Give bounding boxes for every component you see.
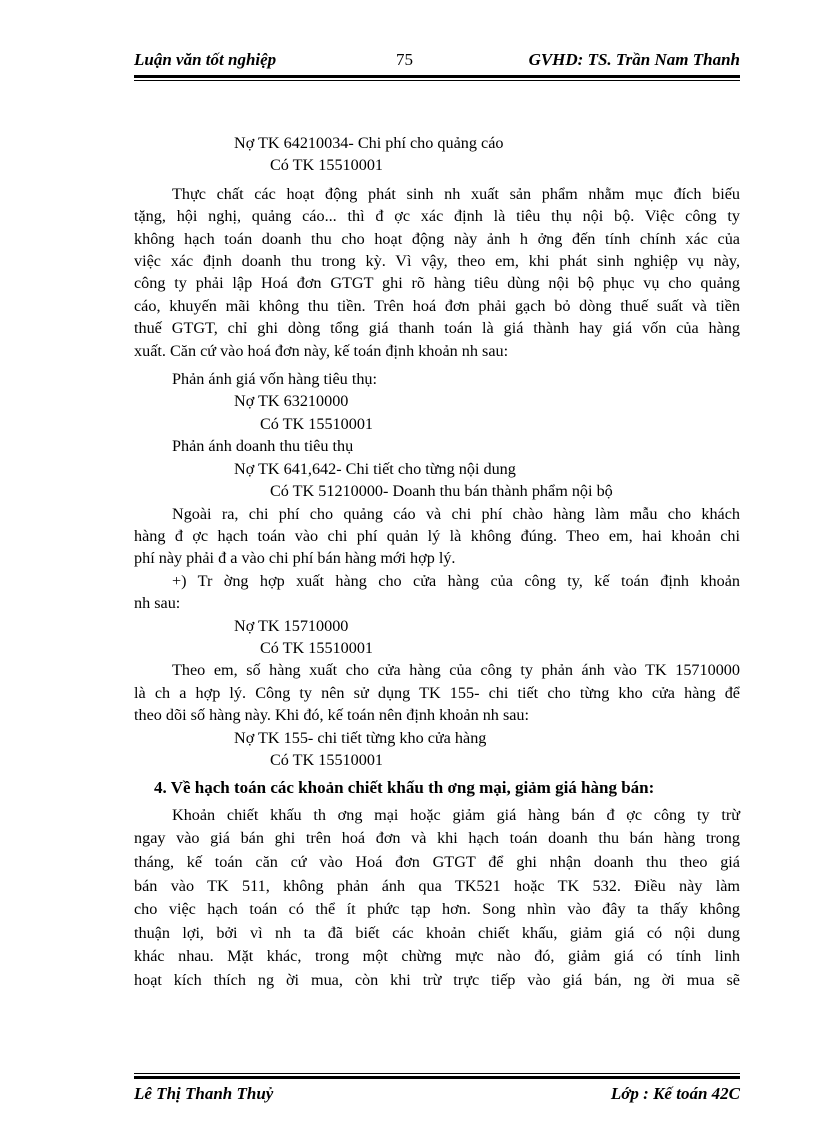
entry-2-debit: Nợ TK 63210000 bbox=[234, 392, 349, 411]
paragraph-line: Khoản chiết khấu th ơng mại hoặc giảm giá hàng bán đ ợc công ty trừ bbox=[172, 805, 740, 824]
paragraph-line: cho việc hạch toán có thể ít phức tạp hơn. Song nhìn vào đây ta thấy không bbox=[134, 900, 740, 919]
paragraph-line: +) Tr ờng hợp xuất hàng cho cửa hàng của công ty, kế toán định khoản bbox=[172, 571, 740, 590]
footer-author: Lê Thị Thanh Thuỷ bbox=[134, 1084, 274, 1103]
paragraph-line: phí này phải đ a vào chi phí bán hàng mới hợp lý. bbox=[134, 549, 456, 568]
footer-class: Lớp : Kế toán 42C bbox=[610, 1084, 740, 1103]
paragraph-line: tặng, hội nghị, quảng cáo... thì đ ợc xác định là tiêu thụ nội bộ. Việc công ty bbox=[134, 207, 740, 226]
paragraph-line: ngay vào giá bán ghi trên hoá đơn và khi hạch toán doanh thu bán hàng trong bbox=[134, 829, 740, 848]
paragraph-line: tháng, kế toán căn cứ vào Hoá đơn GTGT để ghi nhận doanh thu theo giá bbox=[134, 852, 740, 871]
paragraph-2 bbox=[134, 503, 740, 570]
page-number: 75 bbox=[396, 50, 413, 69]
paragraph-line: hoạt kích thích ng ời mua, còn khi trừ trực tiếp vào giá bán, ng ời mua sẽ bbox=[134, 970, 740, 989]
paragraph-line: không hạch toán doanh thu cho hoạt động này ảnh h ởng đến tính chính xác của bbox=[134, 229, 740, 248]
paragraph-line: việc xác định doanh thu trong kỳ. Vì vậy, theo em, khi phát sinh nghiệp vụ này, bbox=[134, 252, 740, 271]
entry-4-credit: Có TK 15510001 bbox=[260, 638, 374, 657]
entry-1-debit: Nợ TK 64210034- Chi phí cho quảng cáo bbox=[234, 134, 504, 152]
footer-rule-thin bbox=[134, 1073, 740, 1074]
paragraph-line: hàng đ ợc hạch toán vào chi phí quản lý là không đúng. Theo em, hai khoản chi bbox=[134, 526, 740, 545]
paragraph-line: theo dõi số hàng này. Khi đó, kế toán nên định khoản nh sau: bbox=[134, 706, 530, 725]
header-supervisor: GVHD: TS. Trần Nam Thanh bbox=[528, 50, 740, 69]
entry-3-debit: Nợ TK 641,642- Chi tiết cho từng nội dung bbox=[234, 459, 516, 478]
entry-4-debit: Nợ TK 15710000 bbox=[234, 616, 349, 635]
paragraph-line: công ty phải lập Hoá đơn GTGT ghi rõ hàng tiêu dùng nội bộ phục vụ cho quảng bbox=[134, 274, 740, 293]
paragraph-line: thuận lợi, bởi vì nh ta đã biết các khoản chiết khấu, giảm giá có nội dung bbox=[134, 923, 740, 942]
paragraph-line: bán vào TK 511, không phản ánh qua TK521 hoặc TK 532. Điều này làm bbox=[134, 876, 740, 895]
entry-5-credit: Có TK 15510001 bbox=[270, 750, 384, 769]
page-body bbox=[134, 132, 740, 993]
entry-3-credit: Có TK 51210000- Doanh thu bán thành phẩm nội bộ bbox=[270, 482, 613, 501]
page-footer bbox=[134, 1082, 740, 1106]
paragraph-line: cáo, khuyến mãi không thu tiền. Trên hoá đơn phải gạch bỏ dòng thuế suất và tiền bbox=[134, 296, 740, 315]
entry-2-credit: Có TK 15510001 bbox=[260, 414, 374, 433]
revenue-label: Phản ánh doanh thu tiêu thụ bbox=[172, 437, 354, 456]
paragraph-1 bbox=[134, 183, 740, 362]
section-heading: 4. Về hạch toán các khoản chiết khấu th ơng mại, giảm giá hàng bán: bbox=[154, 778, 655, 798]
paragraph-5 bbox=[134, 804, 740, 993]
header-thesis-title: Luận văn tốt nghiệp bbox=[134, 50, 277, 69]
paragraph-line: Theo em, số hàng xuất cho cửa hàng của công ty phản ánh vào TK 15710000 bbox=[172, 661, 740, 680]
paragraph-line: xuất. Căn cứ vào hoá đơn này, kế toán định khoản nh sau: bbox=[134, 341, 509, 360]
paragraph-line: khác nhau. Mặt khác, trong một chừng mực nào đó, giảm giá có tính linh bbox=[134, 947, 740, 966]
footer-rule-thick bbox=[134, 1076, 740, 1079]
paragraph-line: Ngoài ra, chi phí cho quảng cáo và chi phí chào hàng làm mẫu cho khách bbox=[172, 504, 740, 523]
header-rule-thick bbox=[134, 75, 740, 78]
cost-label: Phản ánh giá vốn hàng tiêu thụ: bbox=[172, 370, 378, 389]
paragraph-line: là ch a hợp lý. Công ty nên sử dụng TK 155- chi tiết cho từng kho cửa hàng để bbox=[134, 683, 740, 702]
paragraph-line: Thực chất các hoạt động phát sinh nh xuất sản phẩm nhằm mục đích biếu bbox=[172, 184, 740, 203]
header-rule-thin bbox=[134, 80, 740, 81]
page-header bbox=[134, 46, 740, 74]
paragraph-4 bbox=[134, 659, 740, 726]
paragraph-line: thuế GTGT, chỉ ghi dòng tổng giá thanh toán là giá thành hay giá vốn của hàng bbox=[134, 319, 740, 338]
entry-5-debit: Nợ TK 155- chi tiết từng kho cửa hàng bbox=[234, 728, 487, 747]
paragraph-3 bbox=[134, 570, 740, 615]
paragraph-line: nh sau: bbox=[134, 594, 181, 613]
entry-1-credit: Có TK 15510001 bbox=[270, 156, 384, 175]
